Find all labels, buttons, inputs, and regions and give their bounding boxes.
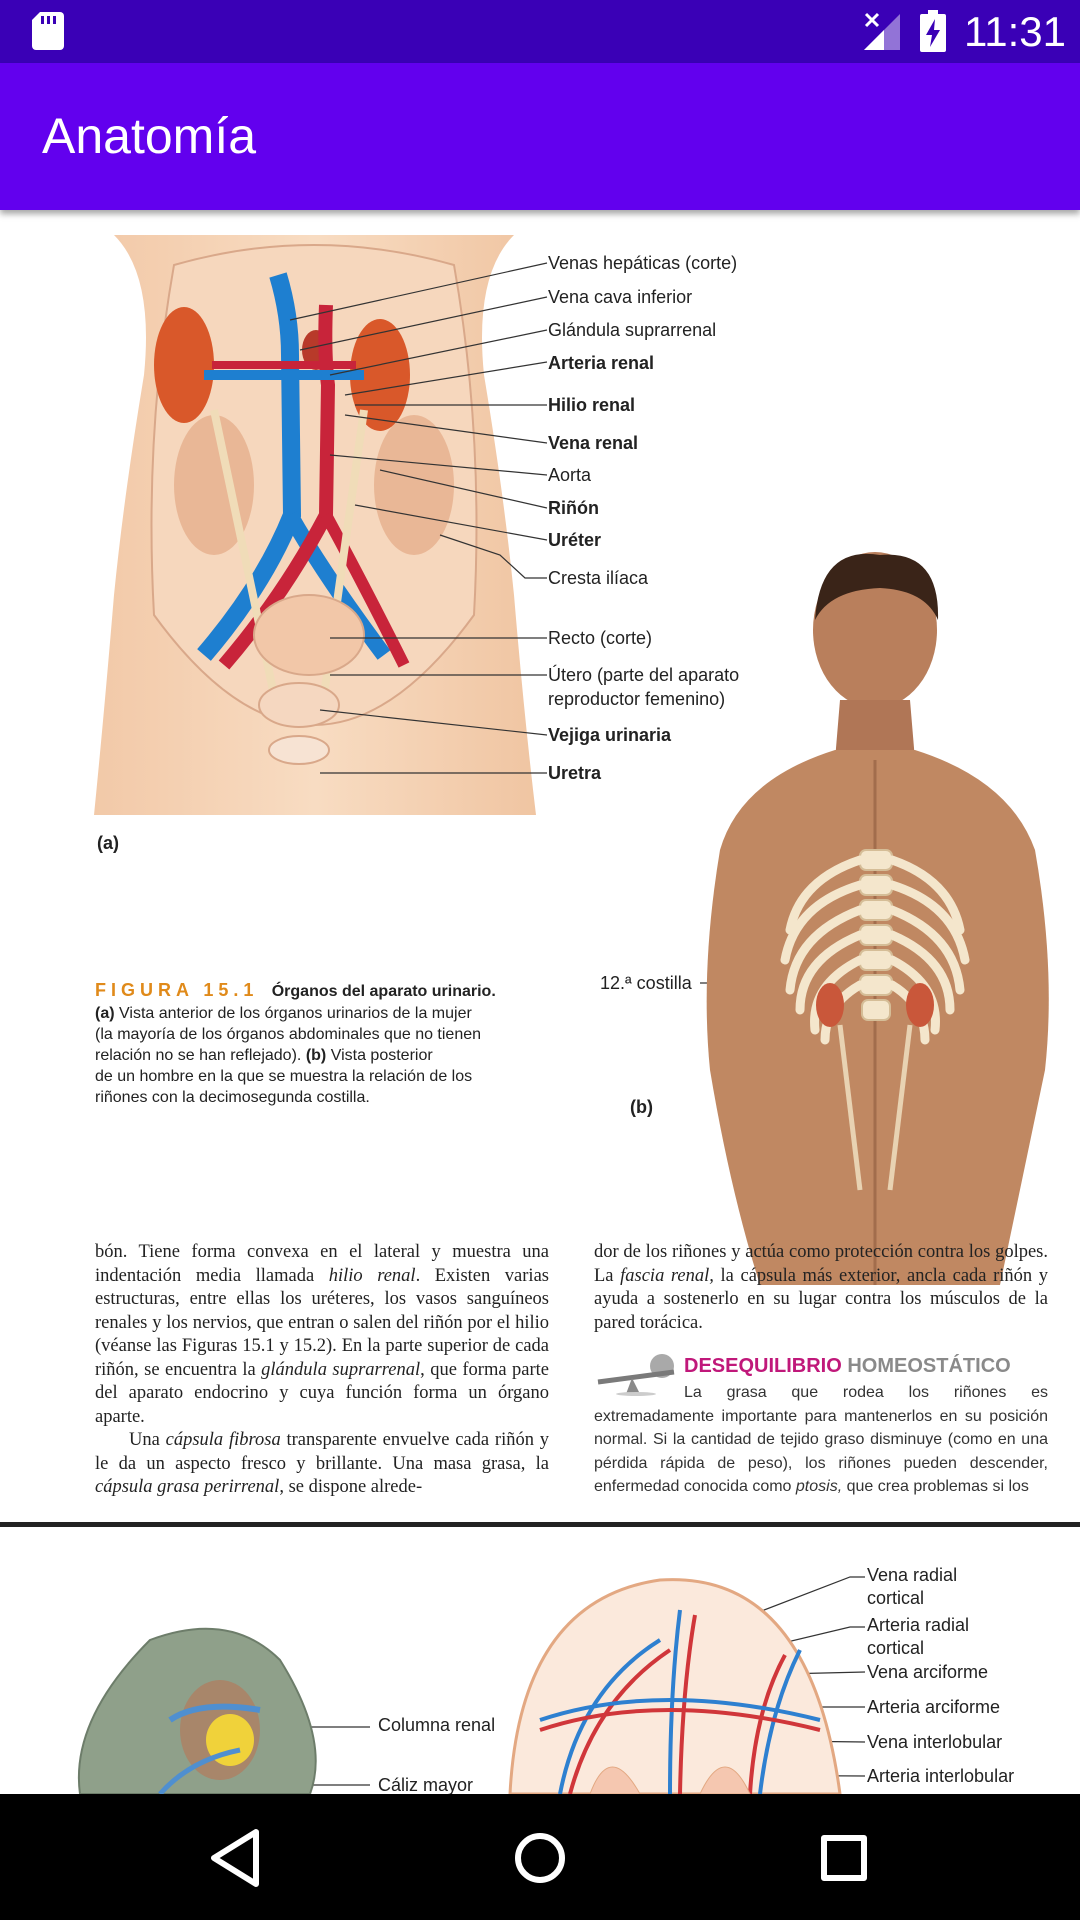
book-page-view[interactable]: [0, 210, 1080, 1794]
caption-line: (la mayoría de los órganos abdominales que no tienen: [95, 1026, 482, 1043]
body-paragraph: [95, 1241, 549, 1429]
caption-line: relación no se han reflejado).: [95, 1047, 302, 1064]
label-12-costilla: 12.ª costilla: [600, 973, 692, 993]
caption-line: riñones con la decimosegunda costilla.: [95, 1089, 370, 1106]
text-run: La grasa que rodea los riñones es extremadamente importante para mantenerlos en su posición normal. Si la cantidad de tejido graso disminuye (como en una pérdida rápida de peso), los riñones pueden descender, enfermedad conocida como: [594, 1384, 1048, 1495]
sd-card-icon: [32, 12, 64, 50]
label-vena-renal: Vena renal: [548, 433, 639, 453]
recents-icon[interactable]: [804, 1818, 884, 1898]
label-venas-hepaticas: Venas hepáticas (corte): [548, 253, 738, 273]
label-glandula-suprarrenal: Glándula suprarrenal: [548, 320, 717, 340]
battery-charging-icon: [920, 10, 946, 52]
text-run: , se dispone alrede-: [279, 1477, 423, 1497]
kidney-section-illustration: [60, 1620, 340, 1794]
status-bar: [0, 0, 1080, 63]
app-bar: [0, 63, 1080, 210]
caption-b-tag: (b): [305, 1047, 327, 1064]
male-back-illustration: [700, 550, 1056, 1285]
label-caliz-mayor: Cáliz mayor: [378, 1775, 474, 1794]
panel-a-letter: (a): [97, 833, 119, 853]
label-hilio-renal: Hilio renal: [548, 395, 636, 415]
text-run: Una: [129, 1430, 166, 1450]
app-title: Anatomía: [42, 108, 257, 164]
label-arteria-interlobular: Arteria interlobular: [867, 1766, 1015, 1786]
label-rinon: Riñón: [548, 498, 599, 518]
status-time: 11:31: [964, 8, 1066, 55]
term-ptosis: ptosis,: [795, 1478, 843, 1495]
caption-line: de un hombre en la que se muestra la relación de los: [95, 1068, 473, 1085]
term-glandula-suprarrenal: glándula suprarrenal: [261, 1359, 421, 1380]
page-divider: [0, 1522, 1080, 1527]
label-aorta: Aorta: [548, 465, 592, 485]
body-paragraph: [95, 1429, 549, 1500]
callout-heading: [684, 1355, 1011, 1378]
callout-heading-2: HOMEOSTÁTICO: [847, 1355, 1011, 1377]
label-vena-radial-1: Vena radial: [867, 1565, 958, 1585]
label-ureter: Uréter: [548, 530, 602, 550]
label-arteria-radial-2: cortical: [867, 1638, 925, 1658]
label-columna-renal: Columna renal: [378, 1715, 496, 1735]
label-arteria-radial-1: Arteria radial: [867, 1615, 970, 1635]
text-run: que crea problemas si los: [842, 1478, 1029, 1495]
callout-heading-1: DESEQUILIBRIO: [684, 1355, 842, 1377]
no-signal-icon: [862, 12, 902, 52]
callout-text: [594, 1381, 1048, 1499]
back-icon[interactable]: [196, 1818, 276, 1898]
label-vena-radial-2: cortical: [867, 1588, 925, 1608]
label-arteria-renal: Arteria renal: [548, 353, 655, 373]
caption-a-tag: (a): [95, 1005, 115, 1022]
term-fascia-renal: fascia renal,: [620, 1265, 714, 1286]
body-paragraph: [594, 1241, 1048, 1335]
caption-line: Vista anterior de los órganos urinarios de la mujer: [119, 1005, 472, 1022]
text-run: transparente envuelve cada riñón y le da un aspecto fresco y brillante. Una masa grasa, la: [95, 1430, 549, 1474]
term-hilio-renal: hilio renal: [328, 1265, 416, 1286]
caption-line: Vista posterior: [330, 1047, 433, 1064]
label-utero-line1: Útero (parte del aparato: [548, 665, 740, 685]
renal-vessels-illustration: [500, 1570, 860, 1794]
caption-number: FIGURA 15.1: [95, 980, 259, 1000]
term-capsula-fibrosa: cápsula fibrosa: [165, 1430, 281, 1450]
label-uretra: Uretra: [548, 763, 602, 783]
term-capsula-grasa: cápsula grasa perirrenal: [95, 1477, 280, 1497]
label-arteria-arciforme: Arteria arciforme: [867, 1697, 1001, 1717]
figure-caption: [95, 980, 525, 1108]
label-vena-interlobular: Vena interlobular: [867, 1732, 1003, 1752]
text-run: dor de los riñones y actúa como protección contra los golpes. La: [594, 1242, 1048, 1286]
text-run: la cápsula más exterior, ancla cada riñón y ayuda a sostenerlo en su lugar contra los músculos de la pared torácica.: [594, 1265, 1048, 1333]
label-vena-cava-inferior: Vena cava inferior: [548, 287, 693, 307]
label-recto: Recto (corte): [548, 628, 653, 648]
body-column-right: [594, 1241, 1048, 1335]
panel-b-letter: (b): [630, 1097, 653, 1117]
text-run: , que forma parte del aparato endocrino y cuya función forma un órgano aparte.: [95, 1359, 549, 1427]
text-run: . Existen varias estructuras, entre ellas los uréteres, los vasos sanguíneos renales y los nervios, que entran o salen del riñón por el hilio (véanse las Figuras 15.1 y 15.2). En la parte superior de cada riñón, se encuentra la: [95, 1265, 549, 1380]
text-run: bón. Tiene forma convexa en el lateral y muestra una indentación media llamada: [95, 1242, 549, 1286]
label-cresta-iliaca: Cresta ilíaca: [548, 568, 649, 588]
navigation-bar: [0, 1794, 1080, 1920]
label-utero-line2: reproductor femenino): [548, 689, 726, 709]
label-vena-arciforme: Vena arciforme: [867, 1662, 989, 1682]
label-vejiga-urinaria: Vejiga urinaria: [548, 725, 672, 745]
caption-title: Órganos del aparato urinario.: [271, 983, 496, 1000]
body-column-left: [95, 1241, 549, 1500]
home-icon[interactable]: [500, 1818, 580, 1898]
